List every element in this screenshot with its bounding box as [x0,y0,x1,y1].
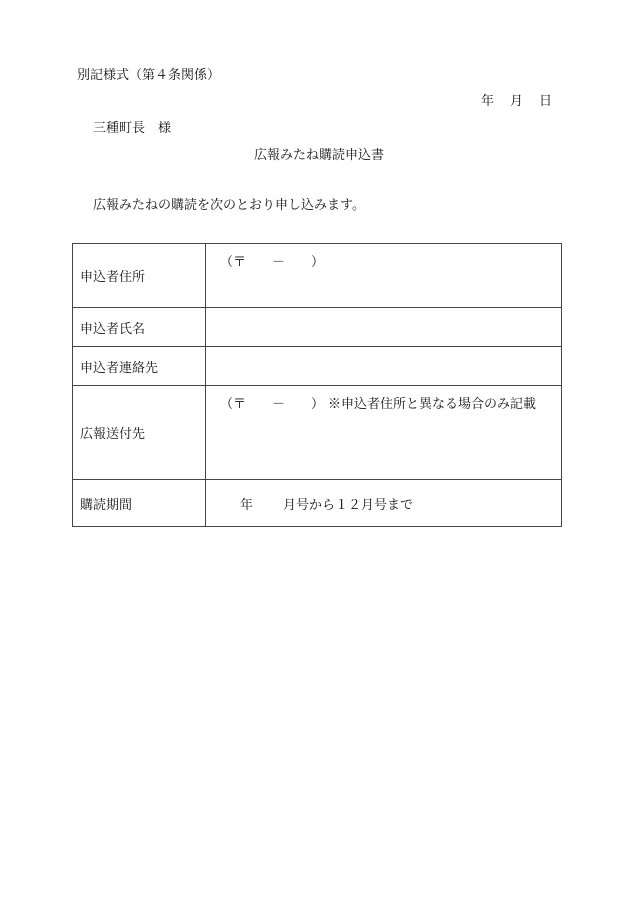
table-row-applicant-name [73,308,562,347]
label-applicant-contact: 申込者連絡先 [73,347,206,386]
delivery-note: ※申込者住所と異なる場合のみ記載 [328,397,537,412]
date-line [481,95,552,108]
form-reference: 別記様式（第４条関係） [77,68,221,83]
table-row-subscription-period [73,480,562,527]
field-applicant-name[interactable] [206,308,562,347]
document-title: 広報みたね購読申込書 [254,148,385,163]
table-row-applicant-address [73,244,562,308]
postal-code-delivery: （〒 － ） ※申込者住所と異なる場合のみ記載 [220,397,537,412]
label-delivery-address: 広報送付先 [73,386,206,480]
period-year: 年 [240,497,254,513]
label-applicant-address: 申込者住所 [73,244,206,308]
application-table [72,243,562,527]
field-applicant-address[interactable] [206,244,562,308]
postal-code-applicant: （〒 － ） [220,255,325,270]
field-applicant-contact[interactable] [206,347,562,386]
table-row-applicant-contact [73,347,562,386]
field-subscription-period[interactable] [206,480,562,527]
addressee: 三種町長 様 [93,121,172,136]
date-year: 年 [481,94,495,109]
date-day: 日 [539,94,553,109]
label-applicant-name: 申込者氏名 [73,308,206,347]
field-delivery-address[interactable] [206,386,562,480]
label-subscription-period: 購読期間 [73,480,206,527]
table-row-delivery-address [73,386,562,480]
period-text: 月号から１２月号まで [283,497,414,513]
date-month: 月 [510,94,524,109]
intro-text: 広報みたねの購読を次のとおり申し込みます。 [93,198,365,213]
